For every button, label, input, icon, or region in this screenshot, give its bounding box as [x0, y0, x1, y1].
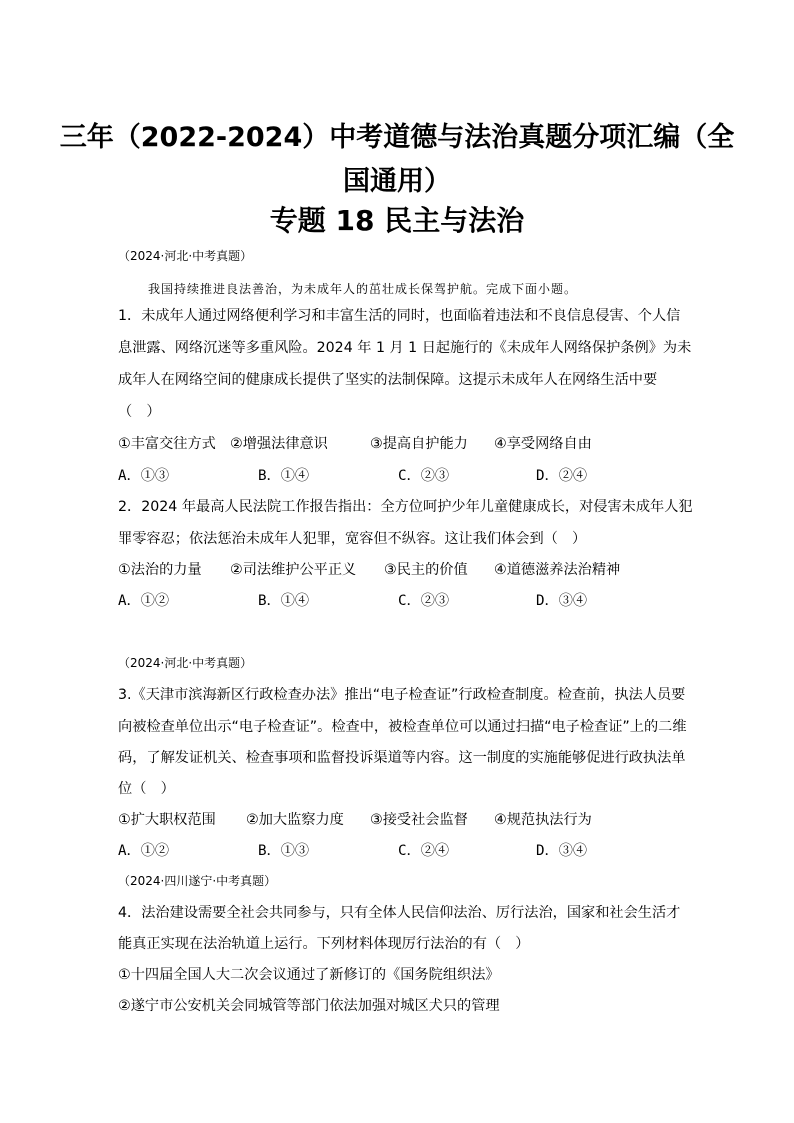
choice-a[interactable]: A．①③ — [118, 468, 170, 484]
question-text: 2．2024 年最高人民法院工作报告指出：全方位呵护少年儿童健康成长，对侵害未成年人犯 — [118, 499, 693, 515]
statement-item: ③提高自护能力 — [370, 436, 468, 452]
choice-b[interactable]: B．①④ — [258, 468, 310, 484]
statement-item: ④享受网络自由 — [494, 436, 592, 452]
choice-c[interactable]: C．②④ — [398, 843, 450, 859]
statement-item: ①丰富交往方式 — [118, 436, 216, 452]
question-text: 位（ ） — [118, 781, 175, 797]
choice-b[interactable]: B．①④ — [258, 593, 310, 609]
choice-c[interactable]: C．②③ — [398, 468, 450, 484]
question-source: （2024·河北·中考真题） — [118, 249, 253, 263]
choice-a[interactable]: A．①② — [118, 843, 170, 859]
choice-a[interactable]: A．①② — [118, 593, 170, 609]
section-intro: 我国持续推进良法善治，为未成年人的茁壮成长保驾护航。完成下面小题。 — [148, 282, 578, 296]
choice-b[interactable]: B．①③ — [258, 843, 310, 859]
question-text: 息泄露、网络沉迷等多重风险。2024 年 1 月 1 日起施行的《未成年人网络保护条例》为未 — [118, 340, 692, 356]
statement-item: ②增强法律意识 — [230, 436, 328, 452]
statement-item: ②加大监察力度 — [246, 812, 344, 828]
question-source: （2024·四川遂宁·中考真题） — [118, 874, 277, 888]
choice-d[interactable]: D．③④ — [536, 843, 588, 859]
choice-d[interactable]: D．②④ — [536, 468, 588, 484]
statement-item: ②遂宁市公安机关会同城管等部门依法加强对城区犬只的管理 — [118, 998, 500, 1014]
choice-c[interactable]: C．②③ — [398, 593, 450, 609]
question-text: 成年人在网络空间的健康成长提供了坚实的法制保障。这提示未成年人在网络生活中要 — [118, 372, 658, 388]
statement-item: ④道德滋养法治精神 — [494, 562, 621, 578]
question-text: 罪零容忍；依法惩治未成年人犯罪，宽容但不纵容。这让我们体会到（ ） — [118, 531, 587, 547]
choice-d[interactable]: D．③④ — [536, 593, 588, 609]
statement-item: ②司法维护公平正义 — [230, 562, 357, 578]
statement-item: ③民主的价值 — [384, 562, 468, 578]
question-text: 向被检查单位出示“电子检查证”。检查中，被检查单位可以通过扫描“电子检查证”上的二维 — [118, 719, 687, 735]
question-source: （2024·河北·中考真题） — [118, 656, 253, 670]
statement-item: ①法治的力量 — [118, 562, 202, 578]
statement-item: ④规范执法行为 — [494, 812, 592, 828]
statement-item: ①扩大职权范围 — [118, 812, 216, 828]
document-title-line-1: 三年（2022-2024）中考道德与法治真题分项汇编（全 — [59, 122, 735, 153]
question-text: 3.《天津市滨海新区行政检查办法》推出“电子检查证”行政检查制度。检查前，执法人员要 — [118, 687, 686, 703]
answer-blank: （ ） — [118, 404, 161, 420]
question-text: 能真正实现在法治轨道上运行。下列材料体现厉行法治的有（ ） — [118, 936, 530, 952]
question-text: 4．法治建设需要全社会共同参与，只有全体人民信仰法治、厉行法治，国家和社会生活才 — [118, 905, 681, 921]
statement-item: ③接受社会监督 — [370, 812, 468, 828]
topic-subtitle: 专题 18 民主与法治 — [269, 204, 525, 237]
statement-item: ①十四届全国人大二次会议通过了新修订的《国务院组织法》 — [118, 967, 500, 983]
question-text: 1．未成年人通过网络便利学习和丰富生活的同时，也面临着违法和不良信息侵害、个人信 — [118, 308, 681, 324]
question-text: 码，了解发证机关、检查事项和监督投诉渠道等内容。这一制度的实施能够促进行政执法单 — [118, 750, 686, 766]
document-title-line-2: 国通用） — [343, 166, 451, 197]
